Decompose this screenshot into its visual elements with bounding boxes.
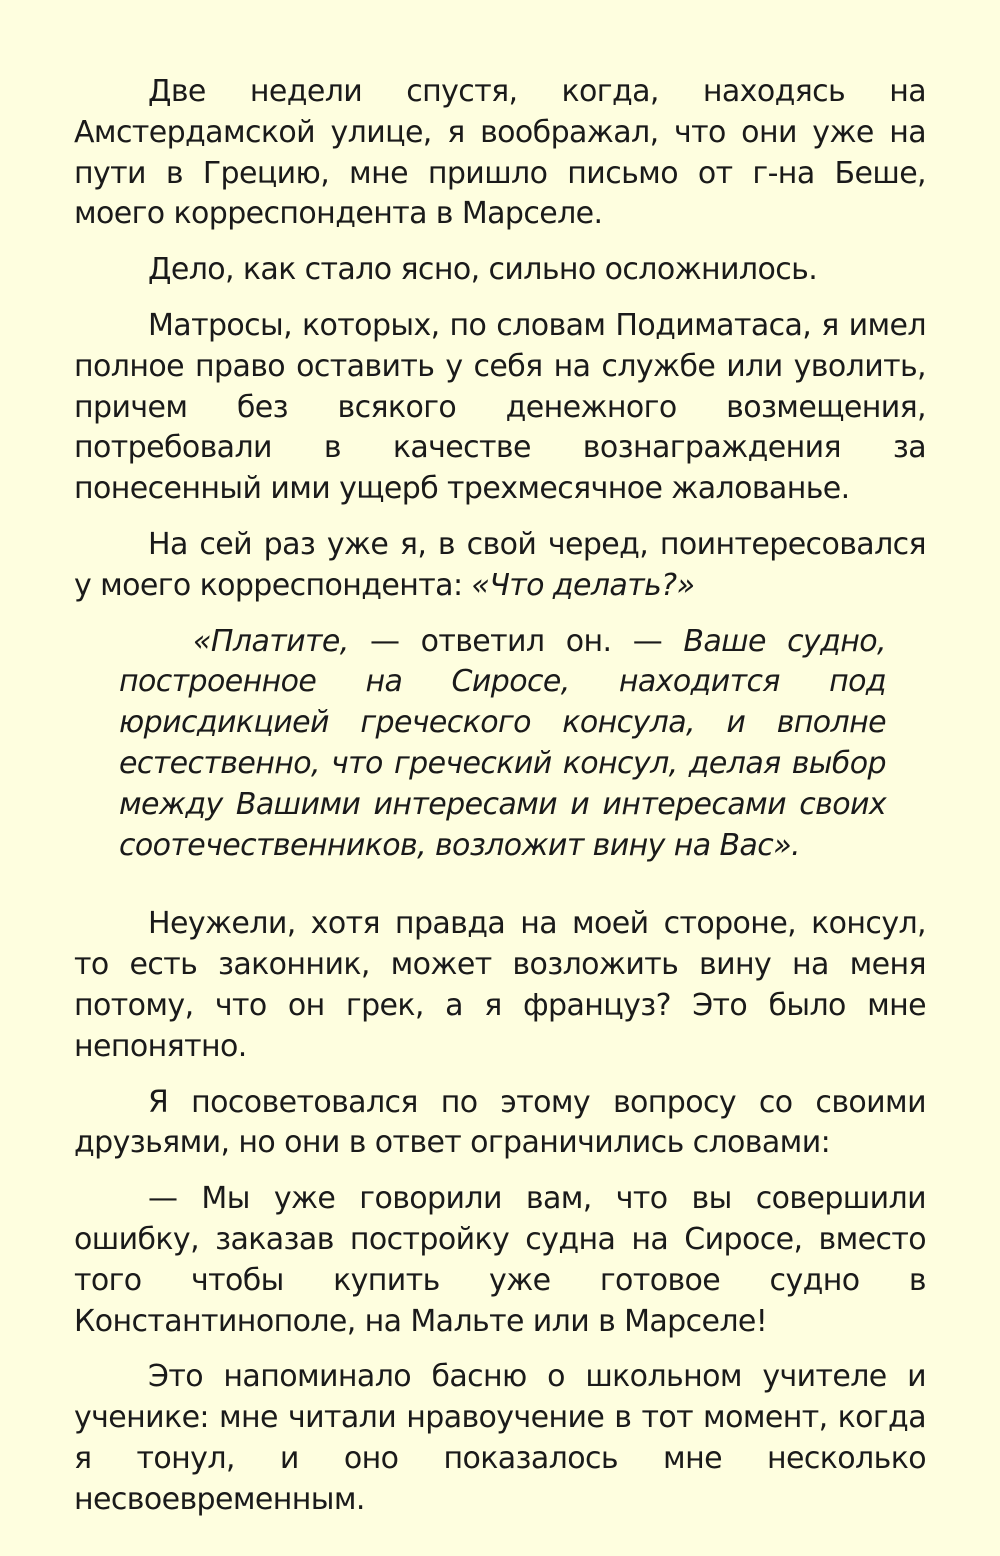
- paragraph-1: Две недели спустя, когда, находясь на Амстердамской улице, я воображал, что они уже на пути в Грецию, мне пришло письмо от г-на Беше, моего корреспондента в Марселе.: [74, 74, 926, 232]
- quote-italic-start: «Платите,: [193, 623, 349, 659]
- paragraph-5: Неужели, хотя правда на моей стороне, консул, то есть законник, может возложить вину на меня потому, что он грек, а я француз? Это было мне непонятно.: [74, 906, 926, 1064]
- quote-regular: — ответил он. —: [348, 623, 684, 659]
- paragraph-2: Дело, как стало ясно, сильно осложнилось.: [148, 252, 818, 288]
- letter-quote: [119, 622, 886, 867]
- paragraph-3: Матросы, которых, по словам Подиматаса, я имел полное право оставить у себя на службе или уволить, причем без всякого денежного возмещения, потребовали в качестве вознаграждения за понесенный ими ущерб трехмесячное жалованье.: [74, 307, 926, 507]
- quote-italic-end: Ваше судно, построенное на Сиросе, находится под юрисдикцией греческого консула, и вполне естественно, что греческий консул, делая выбор между Вашими интересами и интересами своих соотечественников, возложит вину на Вас».: [119, 623, 886, 863]
- paragraph-7: — Мы уже говорили вам, что вы совершили ошибку, заказав постройку судна на Сиросе, вместо того чтобы купить уже готовое судно в Константинополе, на Мальте или в Марселе!: [74, 1181, 926, 1339]
- paragraph-6: Я посоветовался по этому вопросу со своими друзьями, но они в ответ ограничились словами:: [74, 1084, 926, 1161]
- page-text: [74, 72, 926, 1536]
- paragraph-4-italic: «Что делать?»: [471, 567, 695, 603]
- paragraph-4-text: На сей раз уже я, в свой черед, поинтересовался у моего корреспондента:: [74, 526, 926, 603]
- paragraph-8: Это напоминало басню о школьном учителе и ученике: мне читали нравоучение в тот момент, когда я тонул, и оно показалось мне несколько несвоевременным.: [74, 1359, 926, 1517]
- paragraph-4: [74, 525, 926, 607]
